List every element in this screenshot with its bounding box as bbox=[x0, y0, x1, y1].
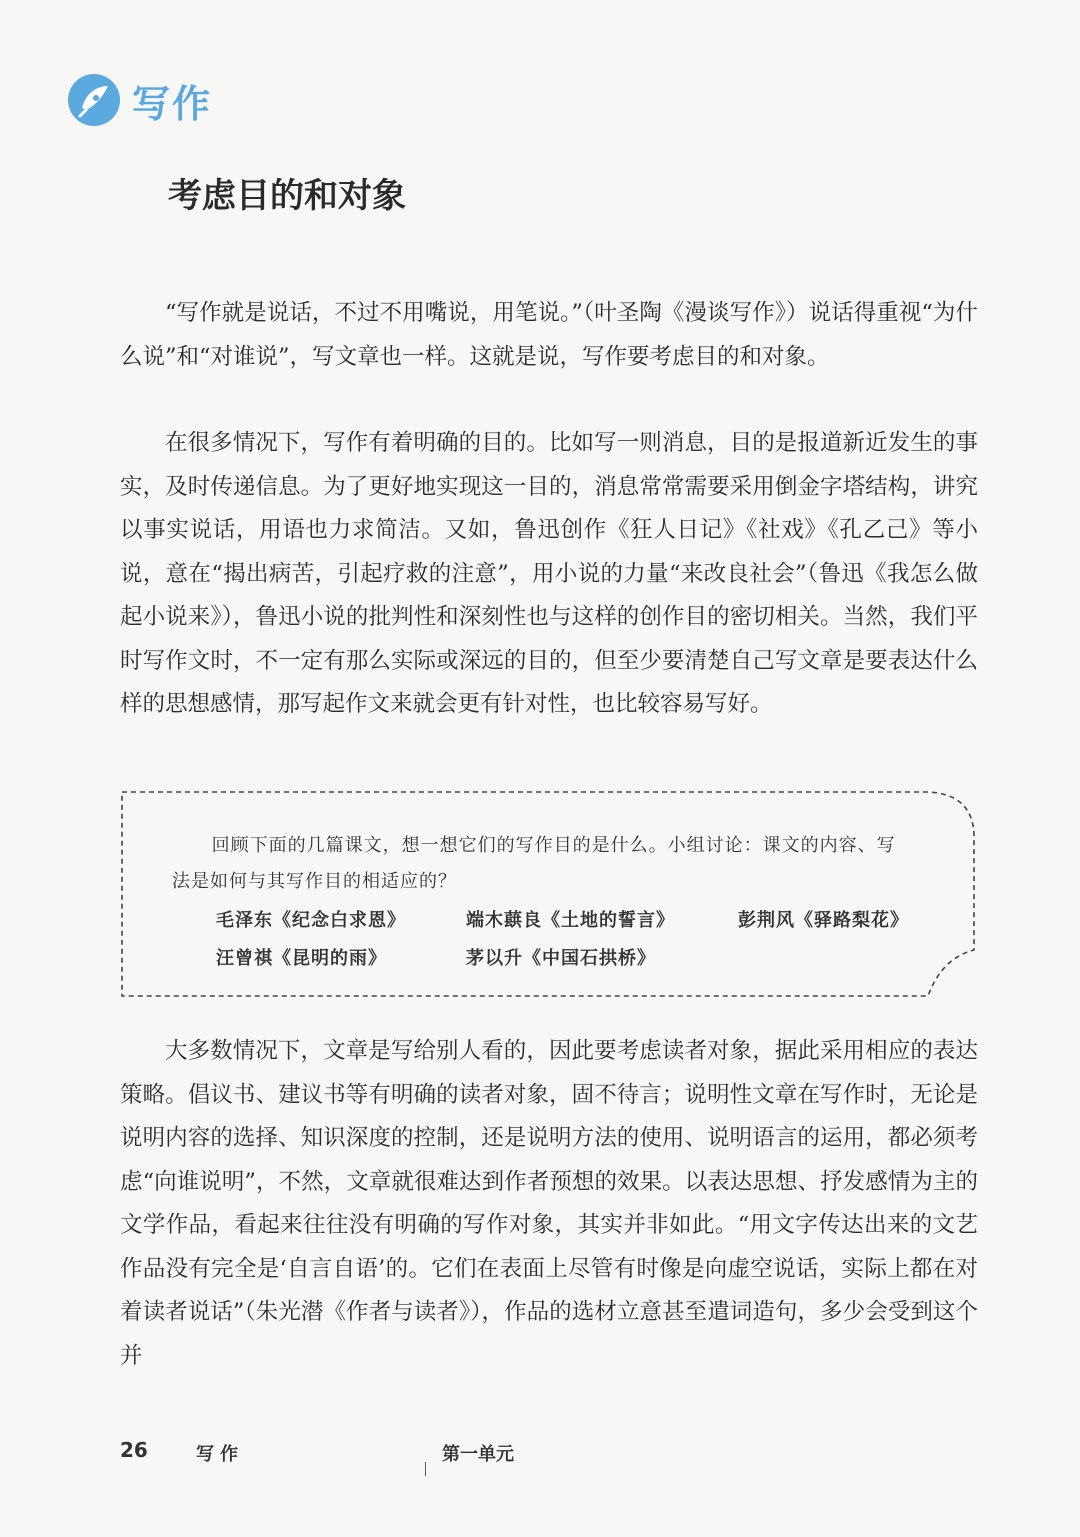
activity-box bbox=[120, 790, 978, 1002]
page-number: 26 bbox=[120, 1438, 148, 1462]
page-title: 考虑目的和对象 bbox=[168, 176, 406, 216]
footer-unit: 第一单元 bbox=[442, 1444, 514, 1465]
footer-divider bbox=[425, 1462, 426, 1476]
body-paragraph: 大多数情况下，文章是写给别人看的，因此要考虑读者对象，据此采用相应的表达策略。倡议书、建议书等有明确的读者对象，固不待言；说明性文章在写作时，无论是说明内容的选择、知识深度的控制，还是说明方法的使用、说明语言的运用，都必须考虑“向谁说明”，不然，文章就很难达到作者预想的效果。以表达思想、抒发感情为主的文学作品，看起来往往没有明确的写作对象，其实并非如此。“用文字传达出来的文艺作品没有完全是‘自言自语’的。它们在表面上尽管有时像是向虚空说话，实际上都在对着读者说话”（朱光潜《作者与读者》），作品的选材立意甚至遣词造句，多少会受到这个并 bbox=[120, 1038, 978, 1369]
section-label: 写作 bbox=[132, 81, 213, 126]
work-item: 端木蕻良《土地的誓言》 bbox=[466, 910, 675, 931]
body-paragraph: “写作就是说话，不过不用嘴说，用笔说。”（叶圣陶《漫谈写作》）说话得重视“为什么说”和“对谁说”，写文章也一样。这就是说，写作要考虑目的和对象。 bbox=[120, 300, 978, 370]
work-item: 毛泽东《纪念白求恩》 bbox=[216, 910, 406, 931]
work-item: 彭荆风《驿路梨花》 bbox=[738, 910, 909, 931]
footer-section: 写作 bbox=[196, 1444, 244, 1465]
body-paragraph: 在很多情况下，写作有着明确的目的。比如写一则消息，目的是报道新近发生的事实，及时传递信息。为了更好地实现这一目的，消息常常需要采用倒金字塔结构，讲究以事实说话，用语也力求简洁。又如，鲁迅创作《狂人日记》《社戏》《孔乙己》等小说，意在“揭出病苦，引起疗救的注意”，用小说的力量“来改良社会”（鲁迅《我怎么做起小说来》），鲁迅小说的批判性和深刻性也与这样的创作目的密切相关。当然，我们平时写作文时，不一定有那么实际或深远的目的，但至少要清楚自己写文章是要表达什么样的思想感情，那写起作文来就会更有针对性，也比较容易写好。 bbox=[120, 430, 978, 717]
page-footer bbox=[120, 1438, 980, 1478]
activity-prompt: 回顾下面的几篇课文，想一想它们的写作目的是什么。小组讨论：课文的内容、写法是如何与其写作目的相适应的？ bbox=[172, 835, 896, 892]
pen-nib-circle-icon bbox=[68, 74, 120, 126]
work-item: 汪曾祺《昆明的雨》 bbox=[216, 948, 387, 969]
works-list bbox=[216, 902, 912, 978]
work-item: 茅以升《中国石拱桥》 bbox=[466, 948, 656, 969]
section-header bbox=[68, 72, 212, 128]
